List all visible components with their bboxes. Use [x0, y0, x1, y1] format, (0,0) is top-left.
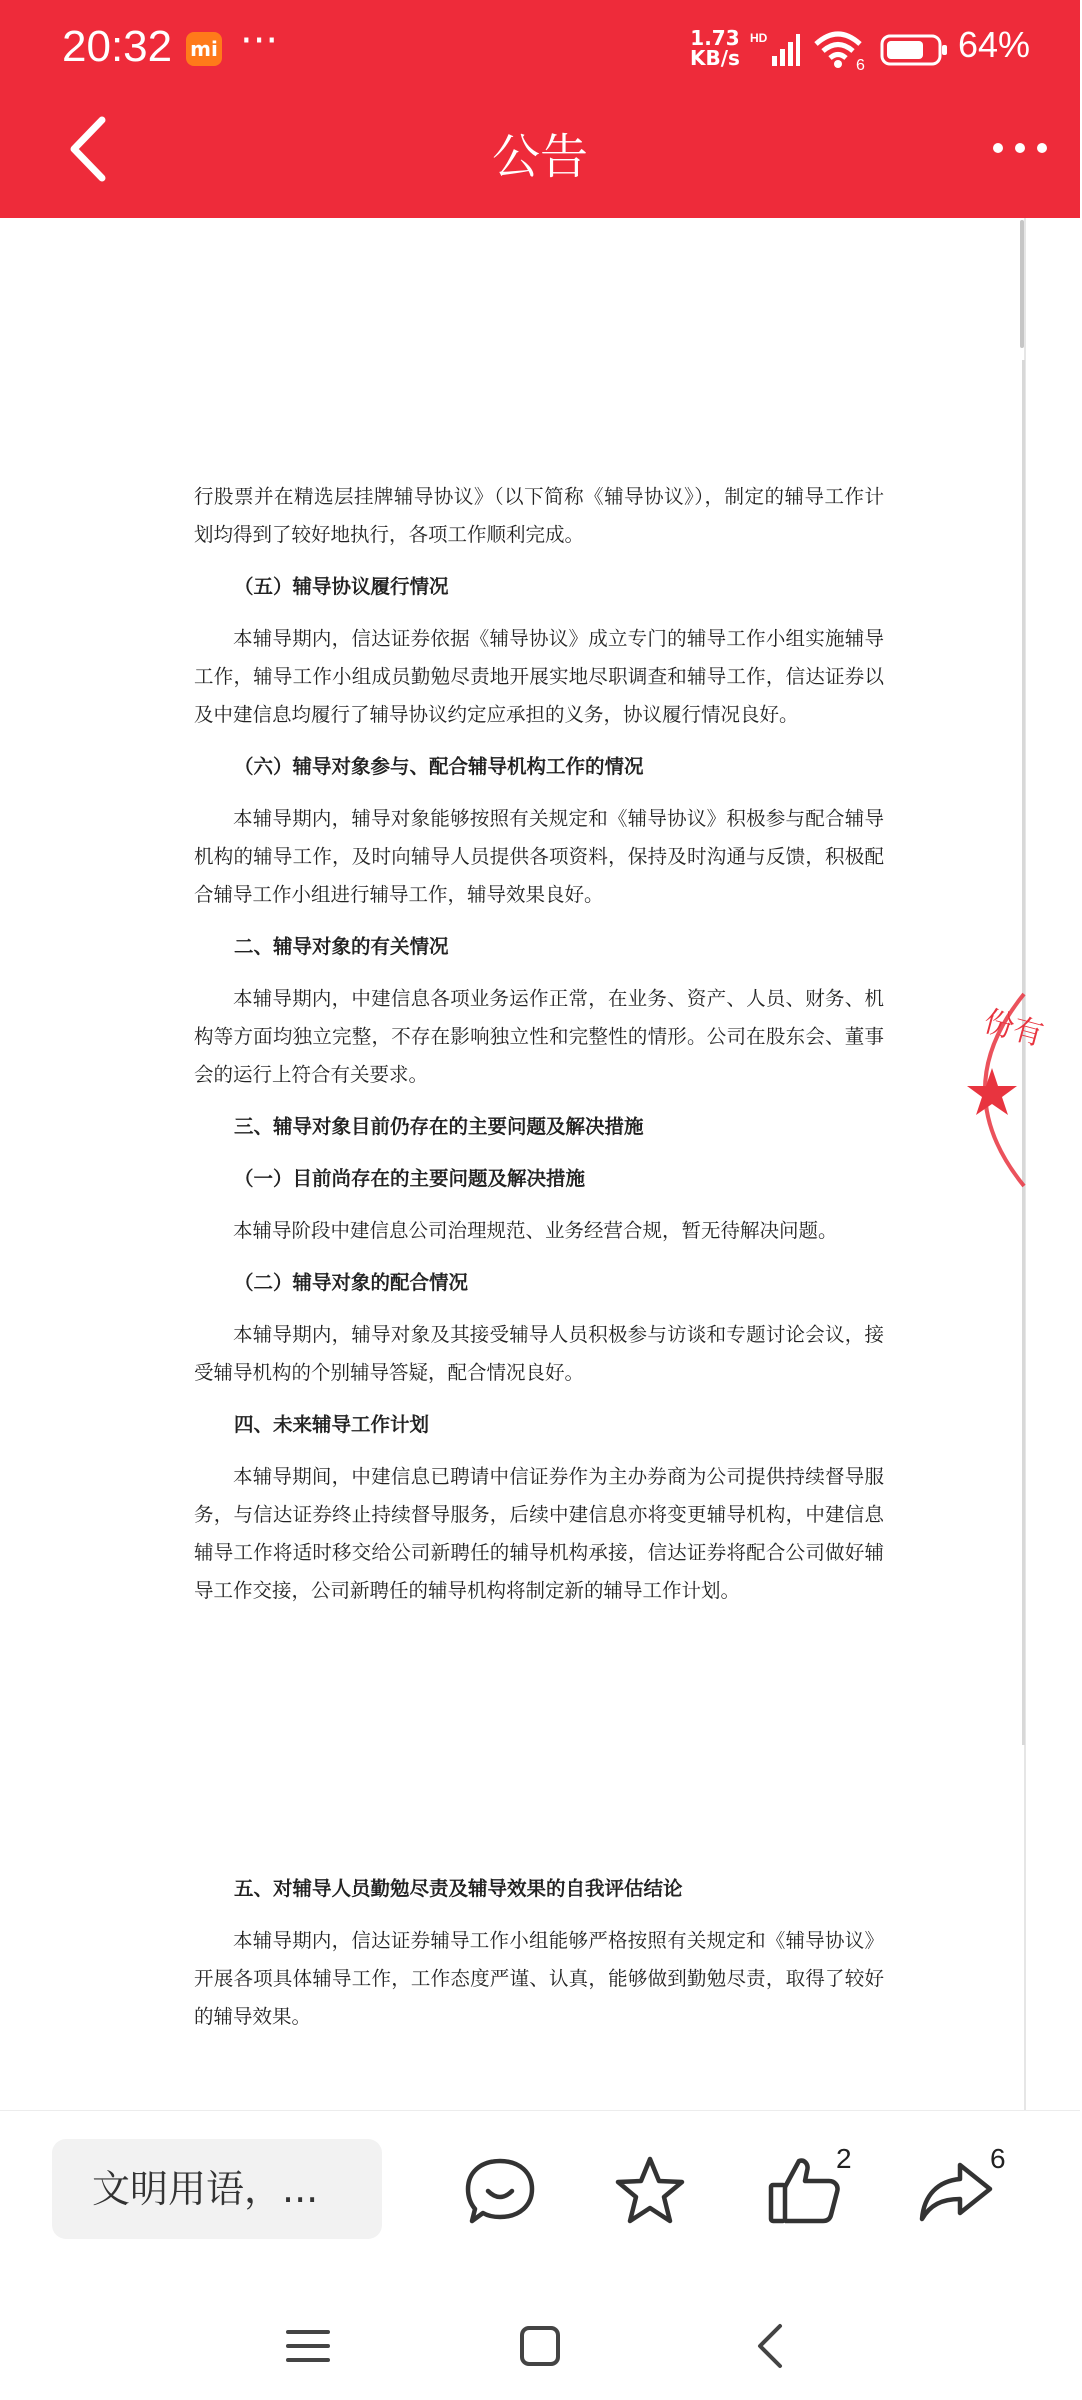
doc-paragraph: 本辅导期内，中建信息各项业务运作正常，在业务、资产、人员、财务、机构等方面均独立完整，不存在影响独立性和完整性的情形。公司在股东会、董事会的运行上符合有关要求。 — [194, 987, 884, 1086]
doc-paragraph: 行股票并在精选层挂牌辅导协议》（以下简称《辅导协议》），制定的辅导工作计划均得到了较好地执行，各项工作顺利完成。 — [194, 485, 884, 546]
doc-heading: 二、辅导对象的有关情况 — [234, 935, 449, 958]
like-count: 2 — [836, 2143, 852, 2174]
share-button[interactable] — [916, 2151, 996, 2231]
comment-button[interactable] — [460, 2151, 540, 2231]
svg-text:HD: HD — [750, 31, 768, 45]
menu-lines-icon — [278, 2316, 338, 2376]
doc-paragraph: 本辅导期内，信达证券辅导工作小组能够严格按照有关规定和《辅导协议》开展各项具体辅导工作，工作态度严谨、认真，能够做到勤勉尽责，取得了较好的辅导效果。 — [194, 1929, 884, 2028]
doc-paragraph: 本辅导期内，信达证券依据《辅导协议》成立专门的辅导工作小组实施辅导工作，辅导工作小组成员勤勉尽责地开展实地尽职调查和辅导工作，信达证券以及中建信息均履行了辅导协议约定应承担的义务，协议履行情况良好。 — [194, 627, 884, 726]
share-arrow-icon — [916, 2151, 996, 2231]
page-edge — [1024, 218, 1082, 2110]
mi-notification-icon: mi — [186, 32, 222, 66]
chevron-left-icon — [742, 2316, 802, 2376]
more-options-button[interactable] — [990, 128, 1050, 168]
status-bar — [0, 0, 1080, 100]
doc-heading: 五、对辅导人员勤勉尽责及辅导效果的自我评估结论 — [234, 1877, 683, 1900]
comment-input[interactable]: 文明用语，... — [52, 2139, 382, 2239]
network-speed-value: 1.73 — [690, 26, 740, 50]
system-back-button[interactable] — [742, 2316, 802, 2376]
battery-icon — [880, 32, 950, 72]
doc-heading: （六）辅导对象参与、配合辅导机构工作的情况 — [234, 755, 644, 778]
network-speed — [690, 28, 740, 68]
doc-heading: （二）辅导对象的配合情况 — [234, 1271, 469, 1294]
signal-icon — [750, 30, 800, 74]
comment-bubble-icon — [460, 2151, 540, 2231]
clock: 20:32 — [62, 22, 173, 71]
doc-heading: （五）辅导协议履行情况 — [234, 575, 449, 598]
svg-text:份有: 份有 — [979, 1003, 1047, 1054]
scrollbar-thumb[interactable] — [1020, 220, 1024, 348]
red-seal-stamp — [966, 990, 1047, 1194]
doc-paragraph: 本辅导期间，中建信息已聘请中信证券作为主办券商为公司提供持续督导服务，与信达证券终止持续督导服务，后续中建信息亦将变更辅导机构，中建信息辅导工作将适时移交给公司新聘任的辅导机构承接，信达证券将配合公司做好辅导工作交接，公司新聘任的辅导机构将制定新的辅导工作计划。 — [194, 1465, 884, 1602]
like-button[interactable] — [765, 2151, 845, 2231]
share-count: 6 — [990, 2143, 1006, 2174]
doc-paragraph: 本辅导期内，辅导对象及其接受辅导人员积极参与访谈和专题讨论会议，接受辅导机构的个别辅导答疑，配合情况良好。 — [194, 1323, 884, 1384]
doc-heading: 三、辅导对象目前仍存在的主要问题及解决措施 — [234, 1115, 644, 1138]
doc-heading: 四、未来辅导工作计划 — [234, 1413, 430, 1436]
favorite-button[interactable] — [610, 2151, 690, 2231]
doc-paragraph: 本辅导期内，辅导对象能够按照有关规定和《辅导协议》积极参与配合辅导机构的辅导工作，及时向辅导人员提供各项资料，保持及时沟通与反馈，积极配合辅导工作小组进行辅导工作，辅导效果良好。 — [194, 807, 884, 906]
doc-paragraph: 本辅导阶段中建信息公司治理规范、业务经营合规，暂无待解决问题。 — [233, 1219, 838, 1242]
more-notifications-icon: ··· — [240, 18, 279, 64]
page-title: 公告 — [491, 131, 588, 184]
home-button[interactable] — [510, 2316, 570, 2376]
star-icon — [610, 2151, 690, 2231]
top-bar — [0, 0, 1080, 218]
document-page-text — [194, 478, 884, 2036]
square-icon — [510, 2316, 570, 2376]
battery-percent: 64% — [958, 24, 1031, 65]
recent-apps-button[interactable] — [278, 2316, 338, 2376]
network-speed-unit: KB/s — [690, 46, 740, 70]
svg-text:6: 6 — [856, 57, 865, 74]
system-nav-bar — [0, 2296, 1080, 2400]
more-dots-icon — [990, 128, 1050, 168]
bottom-action-bar — [0, 2110, 1080, 2297]
doc-heading: （一）目前尚存在的主要问题及解决措施 — [234, 1167, 586, 1190]
wifi-icon — [812, 28, 868, 76]
thumbs-up-icon — [765, 2151, 845, 2231]
